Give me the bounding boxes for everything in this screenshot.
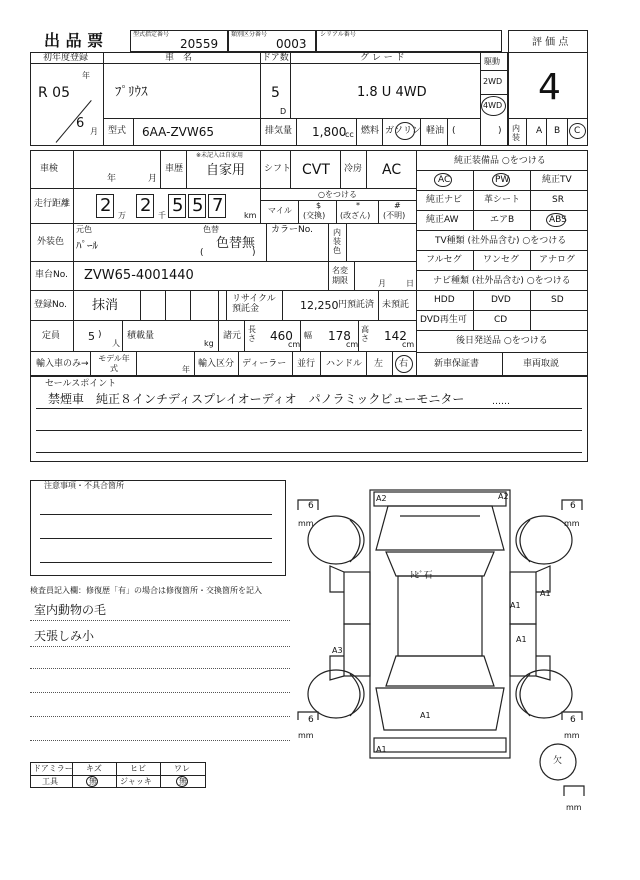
chassis-label: 車台No. xyxy=(35,270,68,280)
docs-header: 後日発送品 ○をつける xyxy=(456,336,548,346)
equip-tv: 純正TV xyxy=(542,175,572,185)
equip-pw-circle xyxy=(492,173,510,187)
model-designation: 20559 xyxy=(180,37,219,51)
mile-opt2-bottom: (改ざん) xyxy=(340,211,371,220)
interior-color-label: 内装色 xyxy=(333,228,341,255)
drive-label: 駆動 xyxy=(484,57,500,66)
legend-break: ワレ xyxy=(174,764,190,773)
history-label: 車歴 xyxy=(165,164,184,174)
legend-jack: ジャッキ xyxy=(120,777,152,786)
note-line-1: 室内動物の毛 xyxy=(34,603,107,617)
length-cm: cm xyxy=(288,340,301,349)
inspection-year-unit: 年 xyxy=(107,174,117,184)
load-kg: kg xyxy=(204,339,214,348)
legend-scratch: キズ xyxy=(86,764,102,773)
spare-tire-status: 欠 xyxy=(553,756,563,766)
first-reg-label: 初年度登録 xyxy=(43,53,89,63)
nav-cd: CD xyxy=(494,315,508,325)
handle-left: 左 xyxy=(374,359,384,369)
mark-a1-right-door: A1 xyxy=(510,601,521,610)
mileage-digit-2: 2 xyxy=(140,195,152,216)
inspection-month-unit: 月 xyxy=(148,174,158,184)
mark-a2-left: A2 xyxy=(376,494,387,503)
inspector-label: 検査員記入欄：修復歴「有」の場合は修復箇所・交換箇所を記入 xyxy=(30,586,262,595)
equip-airbag: エアB xyxy=(490,215,515,225)
equip-aw: 純正AW xyxy=(426,215,459,225)
legend-jack-circle xyxy=(176,776,188,787)
color-change-value: 色替無 xyxy=(216,236,256,251)
score-label: 評 価 点 xyxy=(532,37,569,48)
color-paren-close: ) xyxy=(252,248,256,258)
mark-a3-left: A3 xyxy=(332,646,343,655)
mileage-digit-3: 5 xyxy=(172,195,184,216)
width-cm: cm xyxy=(346,340,359,349)
tv-header: TV種類 (社外品含む) ○をつける xyxy=(435,236,567,246)
mileage-circle-note: ○をつける xyxy=(318,190,357,199)
legend-tool-circle xyxy=(86,776,98,787)
score-value: 4 xyxy=(538,67,561,108)
equip-leather: 革シート xyxy=(484,195,521,205)
fuel-gasoline: ガソリン xyxy=(385,126,422,136)
model-year-unit: 年 xyxy=(182,365,190,374)
chassis-number: ZVW65-4001440 xyxy=(84,268,194,283)
mark-a1-right-fender: A1 xyxy=(540,589,551,598)
category-label: 類別区分番号 xyxy=(231,31,268,38)
mile-opt1-bottom: (交換) xyxy=(303,211,326,220)
registration-value: 抹消 xyxy=(92,298,119,313)
equip-ac: AC xyxy=(438,175,451,185)
import-category-label: 輸入区分 xyxy=(198,359,235,369)
tire-mm-unit-fr: mm xyxy=(564,519,580,528)
mileage-label: 走行距離 xyxy=(34,199,71,209)
interior-label: 内装 xyxy=(512,124,520,142)
category-number: 0003 xyxy=(276,37,307,51)
import-parallel: 並行 xyxy=(297,359,316,369)
doc-warranty: 新車保証書 xyxy=(434,359,480,369)
color-no-label: カラーNo. xyxy=(271,225,313,235)
mark-a1-trunk: A1 xyxy=(420,711,431,720)
height-value: 142 xyxy=(384,329,407,343)
registration-label: 登録No. xyxy=(34,300,67,310)
grade: 1.8 U 4WD xyxy=(357,85,427,100)
sheet-title: 出 品 票 xyxy=(44,31,104,50)
mileage-km: km xyxy=(244,211,257,220)
legend-tool: 工具 xyxy=(42,777,58,786)
history-note: ※未記入は自家用 xyxy=(196,152,244,159)
height-label: 高さ xyxy=(361,325,369,343)
mile-label: マイル xyxy=(268,206,292,215)
equip-abs-circle xyxy=(546,213,566,227)
notes-label: 注意事項・不具合箇所 xyxy=(44,481,124,490)
year-unit: 年 xyxy=(82,71,90,80)
equip-abs: ABS xyxy=(549,215,567,225)
interior-grade-b: B xyxy=(554,126,561,136)
legend-jack-status: 無 xyxy=(179,777,187,786)
car-name-label: 車 名 xyxy=(165,53,193,63)
serial-label: シリアル番号 xyxy=(320,31,356,38)
nav-dvd: DVD xyxy=(491,295,511,305)
equip-navi: 純正ナビ xyxy=(426,195,463,205)
note-line-2: 天張しみ小 xyxy=(34,629,95,643)
shift-value: CVT xyxy=(302,162,330,178)
mark-a1-rear-bumper: A1 xyxy=(376,745,387,754)
type-label: 型式 xyxy=(108,126,127,136)
nav-sd: SD xyxy=(551,295,564,305)
mile-opt3-bottom: (不明) xyxy=(383,211,406,220)
tv-oneseg: ワンセグ xyxy=(483,255,520,265)
tire-mm-rear-left: 6 xyxy=(308,715,314,725)
cooling-label: 冷房 xyxy=(344,164,363,174)
first-reg-month: 6 xyxy=(76,116,85,131)
title-change-day: 日 xyxy=(406,279,414,288)
handle-right-circle xyxy=(395,355,413,373)
length-value: 460 xyxy=(270,329,293,343)
person-unit: 人 xyxy=(112,339,120,348)
displacement: 1,800 xyxy=(312,125,347,139)
fuel-gasoline-circle xyxy=(395,122,415,140)
legend-crack: ヒビ xyxy=(130,764,146,773)
tire-mm-front-left: 6 xyxy=(308,501,314,511)
tire-mm-unit-rl: mm xyxy=(298,731,314,740)
equip-pw: PW xyxy=(495,175,510,185)
model-designation-label: 型式指定番号 xyxy=(133,31,170,38)
import-dealer: ディーラー xyxy=(242,359,287,369)
interior-grade-a: A xyxy=(536,126,543,136)
tire-mm-unit-rr: mm xyxy=(564,731,580,740)
nav-hdd: HDD xyxy=(434,295,455,305)
mile-opt2-top: * xyxy=(356,201,360,210)
recycle-status: 円預託済 xyxy=(338,300,375,310)
sales-point-trail: …… xyxy=(492,397,510,407)
mark-stone-chip: ﾄﾋﾞ石 xyxy=(410,571,433,581)
handle-right: 右 xyxy=(399,359,409,369)
exterior-color: ﾊﾟｰﾙ xyxy=(76,239,98,252)
month-unit: 月 xyxy=(90,127,98,136)
drive-4wd-circle xyxy=(481,96,506,116)
cc-unit: cc xyxy=(345,130,354,139)
doc-manual: 車両取説 xyxy=(523,359,560,369)
width-value: 178 xyxy=(328,329,351,343)
mileage-digit-4: 5 xyxy=(192,195,204,216)
sales-point-text: 禁煙車 純正８インチディスプレイオーディオ パノラミックビューモニター xyxy=(48,392,465,406)
cooling-value: AC xyxy=(382,162,402,178)
spare-mm-unit: mm xyxy=(566,803,582,812)
original-color-label: 元色 xyxy=(76,225,92,234)
dims-label: 諸元 xyxy=(223,331,242,341)
nav-header: ナビ種類 (社外品含む) ○をつける xyxy=(433,276,571,286)
nav-dvd-play: DVD再生可 xyxy=(420,315,467,325)
history-value: 自家用 xyxy=(206,163,246,178)
title-change-label: 名変期限 xyxy=(332,266,348,285)
legend-tool-status: 無 xyxy=(89,777,97,786)
height-cm: cm xyxy=(402,340,415,349)
mileage-man: 万 xyxy=(118,211,126,220)
exterior-label: 外装色 xyxy=(37,237,65,247)
recycle-unpaid: 未預託 xyxy=(382,300,410,310)
sales-point-label: セールスポイント xyxy=(45,379,117,389)
door-type: D xyxy=(280,107,287,116)
first-reg-era: R 05 xyxy=(38,85,70,101)
length-label: 長さ xyxy=(248,325,256,343)
grade-label: グ レ ー ド xyxy=(360,53,405,63)
mile-opt3-top: # xyxy=(394,201,401,210)
color-change-label: 色替 xyxy=(203,225,219,234)
recycle-label: リサイクル預託金 xyxy=(232,294,276,314)
capacity-paren: ) xyxy=(98,330,102,340)
color-paren-open: ( xyxy=(200,248,204,258)
tv-analog: アナログ xyxy=(539,255,576,265)
drive-2wd: 2WD xyxy=(483,77,503,86)
car-name: ﾌﾟﾘｳｽ xyxy=(115,85,148,100)
tv-fullseg: フルセグ xyxy=(426,255,462,265)
handle-label: ハンドル xyxy=(326,359,363,369)
tire-mm-unit-fl: mm xyxy=(298,519,314,528)
mileage-sen: 千 xyxy=(158,211,166,220)
fuel-other-open: ( xyxy=(452,126,456,136)
drive-4wd: 4WD xyxy=(483,101,503,110)
vehicle-type: 6AA-ZVW65 xyxy=(142,125,215,139)
load-label: 積載量 xyxy=(127,331,155,341)
mileage-digit-5: 7 xyxy=(212,195,224,216)
mark-a1-right-rear: A1 xyxy=(516,635,527,644)
model-year-label: モデル年式 xyxy=(98,354,130,373)
tire-mm-front-right: 6 xyxy=(570,501,576,511)
capacity-label: 定員 xyxy=(42,331,61,341)
shift-label: シフト xyxy=(264,164,292,174)
equipment-header: 純正装備品 ○をつける xyxy=(454,156,546,166)
mileage-digit-1: 2 xyxy=(100,195,112,216)
equip-ac-circle xyxy=(434,173,452,187)
import-label: 輸入車のみ→ xyxy=(36,359,89,369)
fuel-diesel: 軽油 xyxy=(426,126,445,136)
inspection-label: 車検 xyxy=(40,164,59,174)
doors-label: ドア数 xyxy=(262,53,289,63)
mile-opt1-top: $ xyxy=(316,201,322,210)
fuel-other-close: ) xyxy=(498,126,502,136)
title-change-month: 月 xyxy=(378,279,386,288)
interior-grade-c-circle xyxy=(569,123,586,139)
recycle-amount: 12,250 xyxy=(300,299,339,312)
displacement-label: 排気量 xyxy=(265,126,293,136)
capacity-value: 5 xyxy=(88,330,95,343)
equip-sr: SR xyxy=(552,195,564,205)
tire-mm-rear-right: 6 xyxy=(570,715,576,725)
legend-mirror: ドアミラー xyxy=(33,764,73,773)
width-label: 幅 xyxy=(304,331,312,340)
interior-grade-c: C xyxy=(574,126,581,136)
door-count: 5 xyxy=(271,85,280,101)
mark-a2-right: A2 xyxy=(498,492,509,501)
fuel-label: 燃料 xyxy=(361,126,380,136)
